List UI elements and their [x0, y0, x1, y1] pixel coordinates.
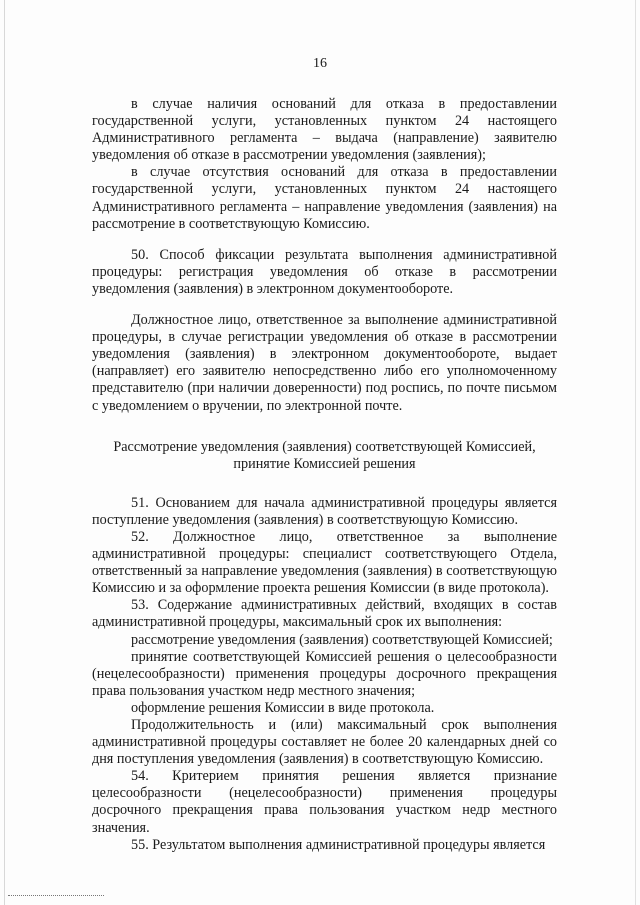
- paragraph-55: 55. Результатом выполнения административной процедуры является: [131, 836, 546, 853]
- scan-edge-left: [4, 0, 5, 905]
- section-heading: Рассмотрение уведомления (заявления) соответствующей Комиссией, принятие Комиссией решения: [113, 438, 536, 472]
- bottom-rule: [8, 895, 104, 896]
- list-item-review: рассмотрение уведомления (заявления) соответствующей Комиссией;: [131, 631, 553, 648]
- paragraph-no-refusal-case: в случае отсутствия оснований для отказа в предоставлении государственной услуги, установленных пунктом 24 настоящего Административного регламента – направление уведомления (заявления) на рассмотрение в соответствующую Комиссию.: [92, 164, 557, 232]
- paragraph-54: 54. Критерием принятия решения является признание целесообразности (нецелесообразности) применения процедуры досрочного прекращения права пользования участком недр местного значения.: [92, 768, 557, 836]
- paragraph-official-responsible: Должностное лицо, ответственное за выполнение административной процедуры, в случае регистрации уведомления об отказе в рассмотрении уведомления (заявления) в электронном документообороте, выдает (направляет) его заявителю непосредственно либо его уполномоченному представителю (при наличии доверенности) под роспись, по почте письмом с уведомлением о вручении, по электронной почте.: [92, 312, 557, 414]
- document-body: [92, 96, 557, 854]
- paragraph-duration: Продолжительность и (или) максимальный срок выполнения административной процедуры составляет не более 20 календарных дней со дня поступления уведомления (заявления) в соответствующую Комиссию.: [92, 717, 557, 768]
- page-number: 16: [313, 56, 327, 71]
- paragraph-52: 52. Должностное лицо, ответственное за выполнение административной процедуры: специалист соответствующего Отдела, ответственный за направление уведомления (заявления) в соответствующую Комиссию и за оформление проекта решения Комиссии (в виде протокола).: [92, 528, 557, 597]
- scan-edge-right: [635, 0, 636, 905]
- paragraph-50: 50. Способ фиксации результата выполнения административной процедуры: регистрация уведомления об отказе в рассмотрении уведомления (заявления) в электронном документообороте.: [92, 246, 557, 297]
- paragraph-refusal-case: в случае наличия оснований для отказа в предоставлении государственной услуги, установленных пунктом 24 настоящего Административного регламента – выдача (направление) заявителю уведомления об отказе в рассмотрении уведомления (заявления);: [92, 96, 557, 164]
- list-item-decision: принятие соответствующей Комиссией решения о целесообразности (нецелесообразности) применения процедуры досрочного прекращения права пользования участком недр местного значения;: [92, 648, 557, 699]
- paragraph-51: 51. Основанием для начала административной процедуры является поступление уведомления (заявления) в соответствующую Комиссию.: [92, 494, 557, 528]
- paragraph-53: 53. Содержание административных действий, входящих в состав административной процедуры, максимальный срок их выполнения:: [92, 597, 557, 631]
- list-item-protocol: оформление решения Комиссии в виде протокола.: [131, 699, 435, 716]
